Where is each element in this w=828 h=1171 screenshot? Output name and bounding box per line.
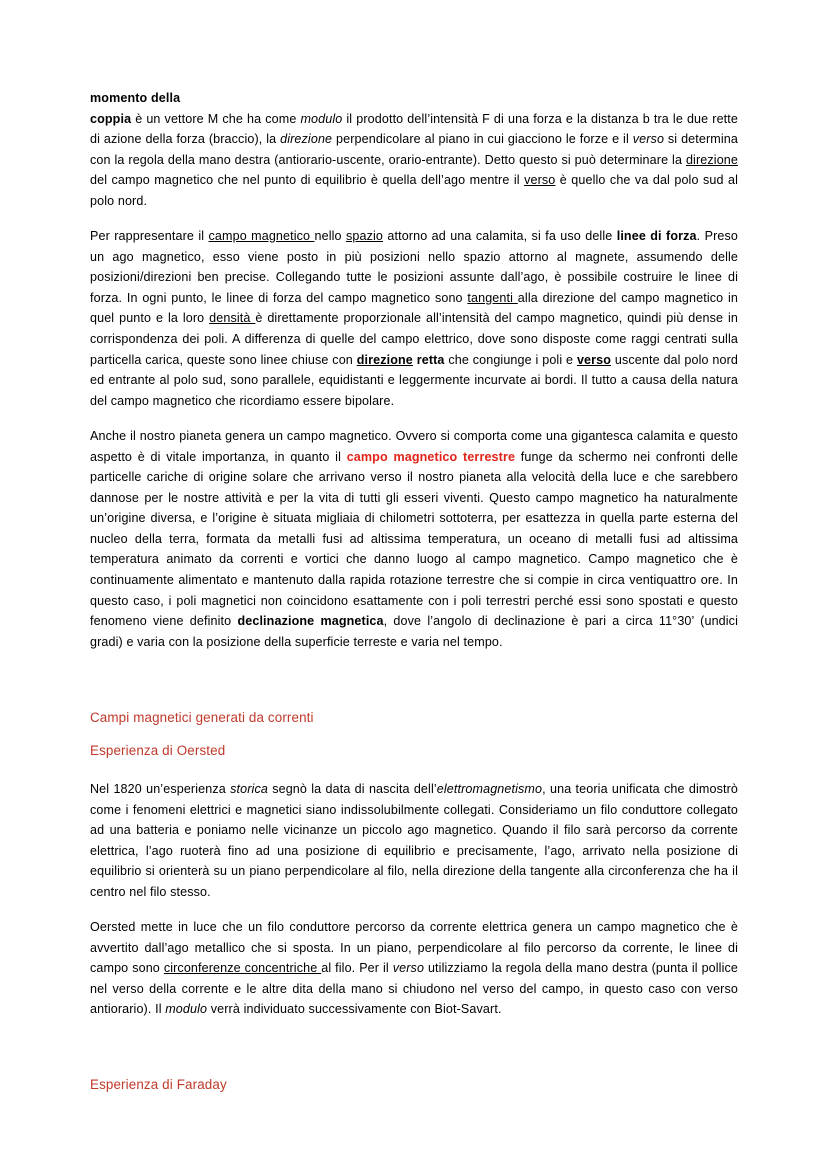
underline-densita: densità [209,311,256,326]
underline-tangenti: tangenti [467,290,518,305]
bold-underline-direzione: direzione [356,352,413,367]
text-run: Anche il nostro pianeta genera un campo magnetico. Ovvero si comporta come una gigantesca calamita e questo aspetto è di vitale importanza, in quanto il [90,428,738,464]
bold-linee-di-forza: linee di forza [616,229,697,244]
text-run: si determina con la regola della mano destra (antiorario-uscente, orario-entrante). Detto questo si può determinare la [90,132,738,167]
bold-coppia: coppia [90,111,132,126]
text-run: alla direzione del campo magnetico in quel punto e la loro [90,290,739,326]
text-run: Oersted mette in luce che un filo conduttore percorso da corrente elettrica genera un campo magnetico che è avvertito dall’ago metallico che si sposta. In un piano, perpendicolare al filo percorso da corrente, le linee di campo sono [90,920,738,976]
underline-campo-magnetico: campo magnetico [208,229,315,244]
heading-esperienza-di-oersted: Esperienza di Oersted [90,742,226,758]
text-run: uscente dal polo nord ed entrante al polo sud, sono parallele, equidistanti e leggermente incurvate ai bordi. Il tutto a causa della natura del campo magnetico che ricordiamo essere bipolare. [90,352,738,408]
text-run: funge da schermo nei confronti delle particelle cariche di origine solare che arrivano verso il nostro pianeta alla velocità della luce e che sarebbero dannose per le nostre attività e per la vita di tutti gli esseri viventi. Questo campo magnetico ha naturalmente un’origine diversa, e l’origine è situata migliaia di chilometri sottoterra, per esattezza in quella parte esterna del nucleo della terra, formata da metalli fusi ad altissima temperatura, un oceano di metalli fusi ad altissima temperatura animato da correnti e vortici che danno luogo al campo magnetico. Campo magnetico che è continuamente alimentato e mantenuto dalla rapida rotazione terrestre che si compie in circa ventiquattro ore. In questo caso, i poli magnetici non coincidono esattamente con i poli terrestri perché essi sono spostati e questo fenomeno viene definito [90,449,738,629]
text-run: nello [314,229,346,244]
text-run: attorno ad una calamita, si fa uso delle [383,229,617,244]
text-run: che congiunge i poli e [444,352,577,367]
text-run: perpendicolare al piano in cui giacciono le forze e il [332,132,633,147]
text-run: il prodotto dell’intensità F di una forza e la distanza b tra le due rette di azione della forza (braccio), la [90,111,739,147]
italic-storica: storica [230,781,268,796]
spacer [90,761,738,779]
text-run: al filo. Per il [321,961,393,976]
text-run: , dove l’angolo di declinazione è pari a circa 11°30’ (undici gradi) e varia con la posizione della superficie terreste e varia nel tempo. [90,614,738,649]
italic-modulo: modulo [165,1002,208,1017]
text-run: Per rappresentare il [90,229,209,244]
paragraph-campo-magnetico-terrestre [90,426,738,653]
paragraph-linee-di-forza [90,226,738,411]
bold-underline-verso: verso [576,352,612,367]
paragraph-momento-della-coppia [90,88,738,212]
text-run: verrà individuato successivamente con Biot-Savart. [207,1002,502,1017]
italic-verso: verso [392,961,425,976]
text-run: , una teoria unificata che dimostrò come i fenomeni elettrici e magnetici siano indissolubilmente collegati. Consideriamo un filo conduttore collegato ad una batteria e poniamo nelle vicinanze un piccolo ago magnetico. Quando il filo sarà percorso da corrente elettrica, l’ago ruoterà fino ad una posizione di equilibrio e precisamente, l’ago, arrivato nella posizione di equilibrio si orienterà su un piano perpendicolare al filo, nella direzione della tangente alla circonferenza che ha il centro nel filo stesso. [90,781,738,899]
spacer [90,728,738,741]
text-run: segnò la data di nascita dell’ [267,781,437,796]
heading-esperienza-di-faraday: Esperienza di Faraday [90,1077,227,1093]
italic-verso: verso [632,132,665,147]
text-run: Nel 1820 un’esperienza [90,781,231,796]
bold-declinazione-magnetica: declinazione magnetica [237,614,384,629]
paragraph-oersted-1820 [90,779,738,903]
italic-elettromagnetismo: elettromagnetismo [436,781,543,796]
text-run: del campo magnetico che nel punto di equilibrio è quella dell’ago mentre il [90,173,525,188]
heading-campi-magnetici-generati-da-correnti: Campi magnetici generati da correnti [90,709,314,725]
text-run: è quello che va dal polo sud al polo nord. [90,173,738,208]
italic-direzione: direzione [280,132,333,147]
paragraph-oersted-campo-magnetico [90,917,738,1020]
spacer [90,667,738,708]
underline-direzione: direzione [685,152,738,167]
bold-retta: retta [412,352,445,367]
highlight-campo-magnetico-terrestre: campo magnetico terrestre [346,449,516,464]
document-body [90,88,738,1095]
underline-spazio: spazio [346,229,384,244]
text-run: è direttamente proporzionale all’intensità del campo magnetico, quindi più dense in corrispondenza dei poli. A differenza di quelle del campo elettrico, dove sono disposte come raggi centrati sulla particella carica, queste sono linee chiuse con [90,311,738,367]
lead-bold-momento-della: momento della [90,91,181,105]
text-run: . Preso un ago magnetico, esso viene posto in più posizioni nello spazio attorno al magnete, assumendo delle posizioni/direzioni ben precise. Collegando tutte le posizioni assunte dall’ago, è possibile costruire le linee di forza. In ogni punto, le linee di forza del campo magnetico sono [90,229,738,305]
text-run: utilizziamo la regola della mano destra (punta il pollice nel verso della corrente e le altre dita della mano si chiudono nel verso del campo, in questo caso con verso antiorario). Il [90,961,739,1017]
underline-verso: verso [524,173,556,188]
text-run: è un vettore M che ha come [131,111,301,126]
underline-circonferenze-concentriche: circonferenze concentriche [163,961,322,976]
spacer [90,1034,738,1075]
italic-modulo: modulo [300,111,343,126]
